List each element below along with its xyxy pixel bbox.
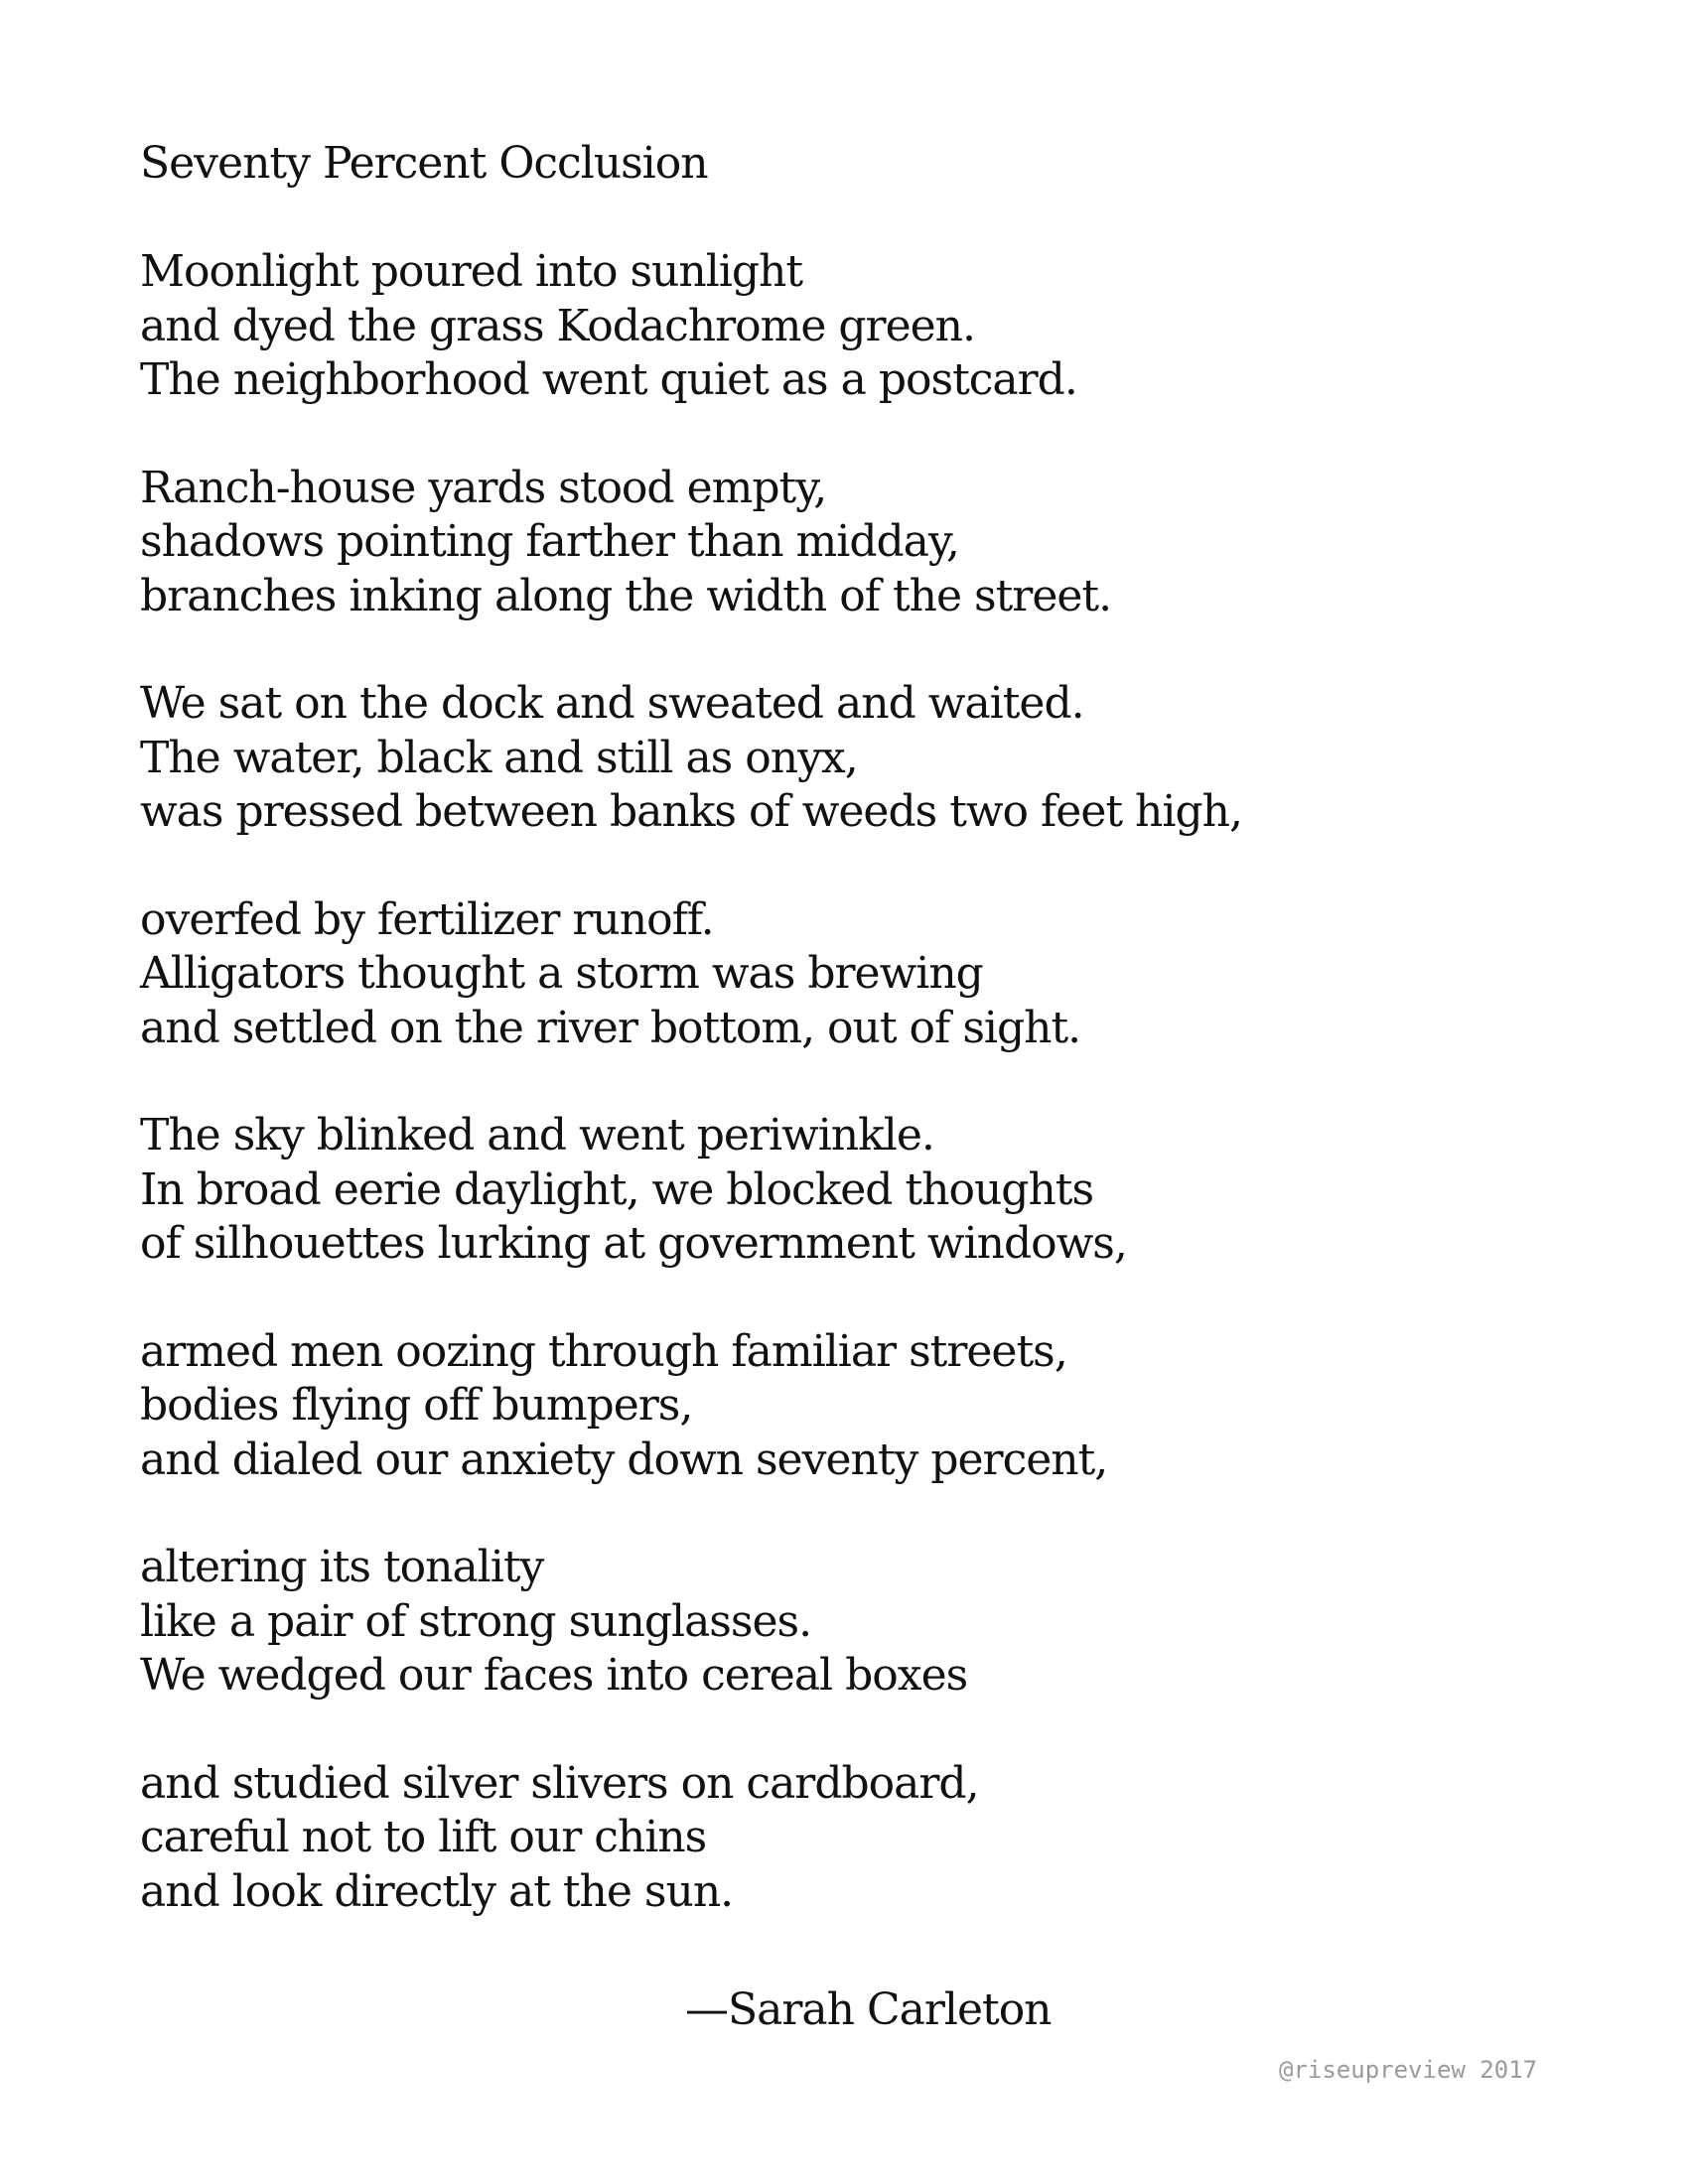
poem-line: and dialed our anxiety down seventy percent, [140, 1433, 1108, 1485]
poem-line: The water, black and still as onyx, [140, 732, 858, 783]
poem-line: careful not to lift our chins [140, 1812, 707, 1862]
poem-line: Alligators thought a storm was brewing [140, 948, 983, 999]
poem-title: Seventy Percent Occlusion [140, 138, 708, 189]
poem-line: We wedged our faces into cereal boxes [140, 1650, 968, 1701]
poem-line: The neighborhood went quiet as a postcard. [140, 354, 1077, 405]
poem-line: The sky blinked and went periwinkle. [140, 1110, 934, 1160]
stanza-3 [140, 677, 1570, 840]
poem-line: In broad eerie daylight, we blocked thoughts [140, 1163, 1094, 1215]
stanza-7 [140, 1541, 1570, 1704]
stanza-6 [140, 1325, 1570, 1488]
stanza-4 [140, 893, 1570, 1056]
poem-line: was pressed between banks of weeds two feet high, [140, 786, 1242, 837]
poem-line: Moonlight poured into sunlight [140, 246, 803, 297]
poem-line: and dyed the grass Kodachrome green. [140, 300, 975, 351]
poem-line: shadows pointing farther than midday, [140, 516, 959, 567]
stanza-2 [140, 462, 1570, 624]
stanza-1 [140, 245, 1570, 408]
poem-line: Ranch-house yards stood empty, [140, 462, 827, 513]
poem-line: bodies flying off bumpers, [140, 1380, 693, 1431]
poem-line: and look directly at the sun. [140, 1865, 734, 1917]
poem-line: and settled on the river bottom, out of sight. [140, 1002, 1081, 1053]
poem-line: armed men oozing through familiar streets, [140, 1325, 1067, 1377]
poem-line: altering its tonality [140, 1542, 544, 1592]
stanza-8 [140, 1757, 1570, 1920]
publication-credit: @riseupreview 2017 [1279, 2056, 1538, 2084]
stanza-5 [140, 1109, 1570, 1272]
poem-line: We sat on the dock and sweated and waited. [140, 678, 1084, 729]
poem-line: of silhouettes lurking at government windows, [140, 1218, 1127, 1269]
poem-line: like a pair of strong sunglasses. [140, 1595, 812, 1647]
poem-body [140, 245, 1570, 1973]
poem-line: overfed by fertilizer runoff. [140, 893, 714, 945]
poem-line: and studied silver slivers on cardboard, [140, 1757, 979, 1809]
poem-line: branches inking along the width of the street. [140, 570, 1112, 621]
author-signature: —Sarah Carleton [685, 1984, 1052, 2035]
